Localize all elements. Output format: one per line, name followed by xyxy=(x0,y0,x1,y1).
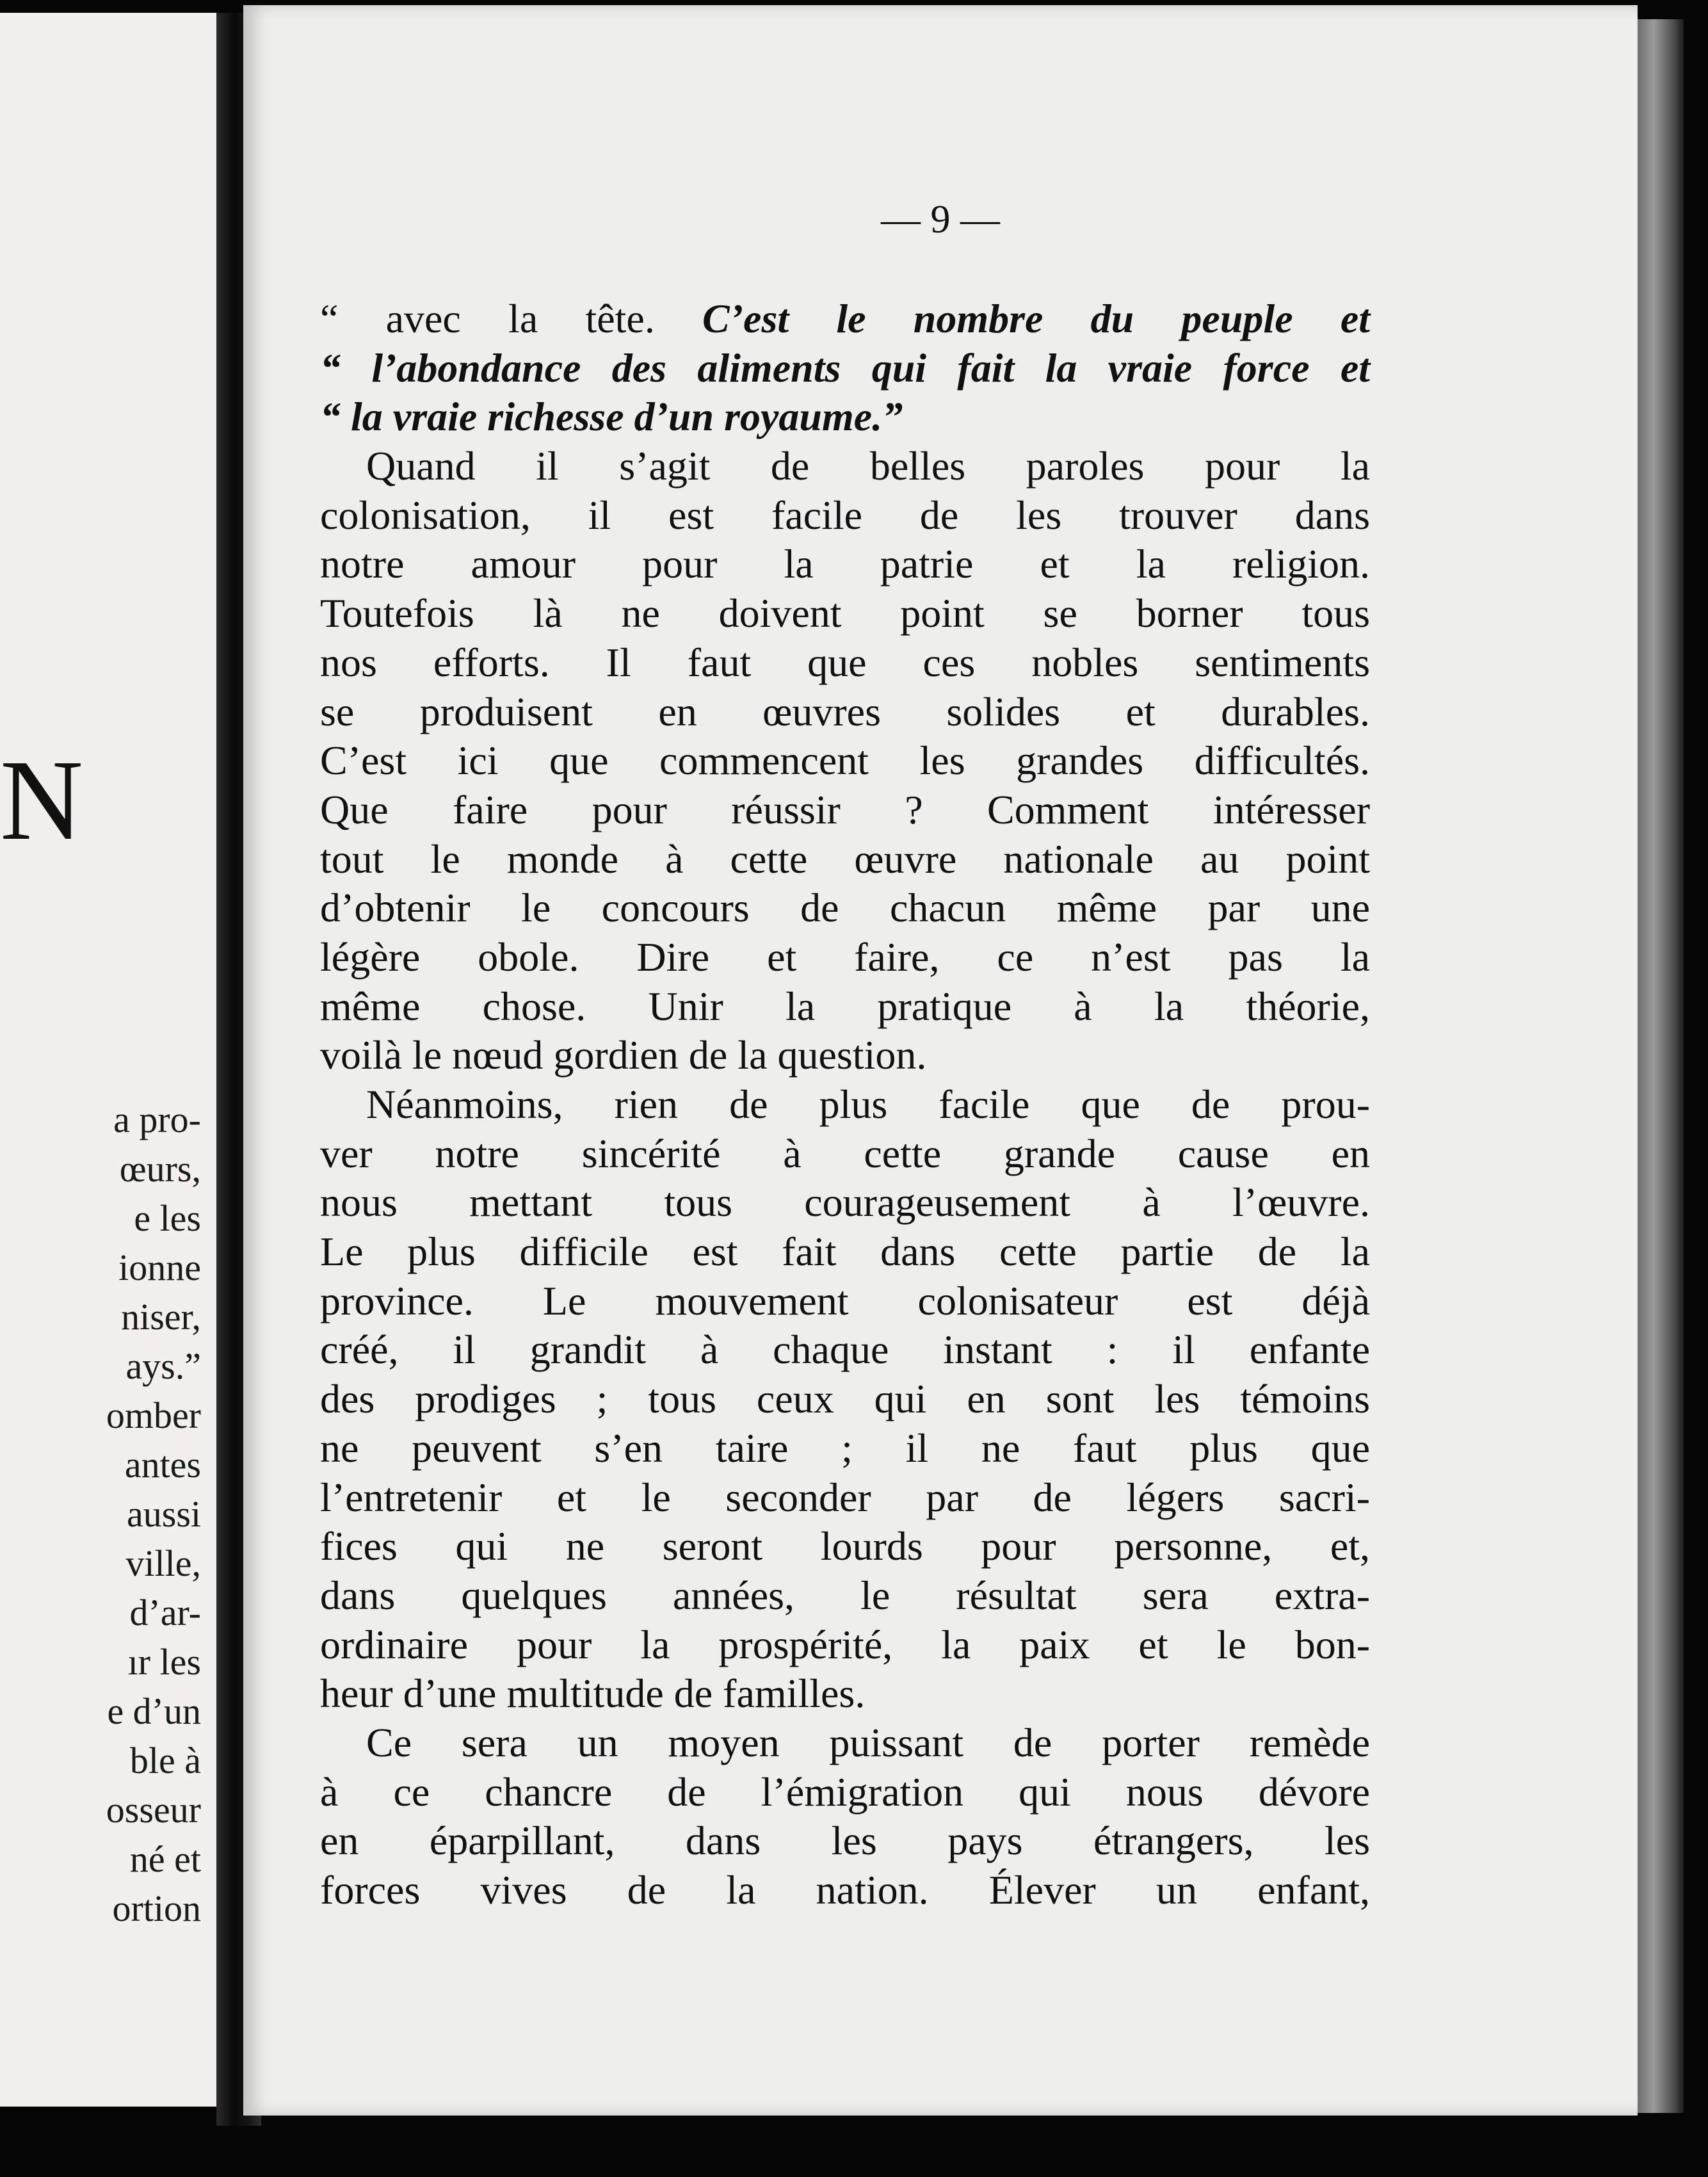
text-line: ne peuvent s’en taire ; il ne faut plus que xyxy=(320,1425,1370,1471)
text-line: C’est ici que commencent les grandes difficultés. xyxy=(320,738,1370,784)
text-line: d’obtenir le concours de chacun même par une xyxy=(320,885,1370,931)
left-page-heading-letter: N xyxy=(0,736,83,864)
text-line: “ l’abondance des aliments qui fait la vraie force et xyxy=(320,344,1370,391)
left-page-line: niser, xyxy=(121,1296,201,1338)
left-page-line: e les xyxy=(134,1197,201,1239)
text-line: Néanmoins, rien de plus facile que de prou- xyxy=(366,1081,1370,1127)
text-line: Ce sera un moyen puissant de porter remède xyxy=(366,1719,1370,1765)
text-line: notre amour pour la patrie et la religion. xyxy=(320,541,1370,587)
text-line: des prodiges ; tous ceux qui en sont les témoins xyxy=(320,1376,1370,1422)
left-page-line: omber xyxy=(106,1395,201,1436)
left-page-line: aussi xyxy=(127,1493,201,1535)
text-line: dans quelques années, le résultat sera extra- xyxy=(320,1572,1370,1618)
left-page-line: ortion xyxy=(112,1888,201,1929)
text-line: en éparpillant, dans les pays étrangers, les xyxy=(320,1818,1370,1864)
text-line: à ce chancre de l’émigration qui nous dévore xyxy=(320,1768,1370,1815)
text-line: même chose. Unir la pratique à la théorie, xyxy=(320,983,1370,1029)
left-page-line: ays.” xyxy=(125,1345,201,1387)
text-line: ver notre sincérité à cette grande cause en xyxy=(320,1130,1370,1176)
text-line: nous mettant tous courageusement à l’œuvre. xyxy=(320,1179,1370,1226)
text-line: heur d’une multitude de familles. xyxy=(320,1671,866,1717)
text-line: Toutefois là ne doivent point se borner tous xyxy=(320,590,1370,636)
text-line: Que faire pour réussir ? Comment intéresser xyxy=(320,786,1370,832)
text-line: ordinaire pour la prospérité, la paix et le bon- xyxy=(320,1621,1370,1667)
page-edge xyxy=(1638,19,1684,2113)
text-line-roman-part: “ avec la tête. xyxy=(320,296,703,341)
text-line: Le plus difficile est fait dans cette partie de la xyxy=(320,1229,1370,1275)
left-page-line: ble à xyxy=(129,1740,201,1781)
text-line: “ la vraie richesse d’un royaume.” xyxy=(320,394,903,440)
text-line: nos efforts. Il faut que ces nobles sentiments xyxy=(320,639,1370,685)
left-page-line: osseur xyxy=(106,1789,201,1831)
text-line xyxy=(320,295,1370,344)
left-page-line: ır les xyxy=(127,1641,201,1683)
left-page-line: d’ar- xyxy=(129,1592,201,1633)
text-line: se produisent en œuvres solides et durables. xyxy=(320,688,1370,734)
left-facing-page xyxy=(0,13,216,2107)
left-page-line: a pro- xyxy=(113,1099,201,1140)
text-line: colonisation, il est facile de les trouver dans xyxy=(320,492,1370,538)
left-page-line: œurs, xyxy=(119,1148,201,1190)
text-line: voilà le nœud gordien de la question. xyxy=(320,1032,927,1078)
text-line: l’entretenir et le seconder par de légers sacri- xyxy=(320,1474,1370,1520)
text-line: Quand il s’agit de belles paroles pour la xyxy=(366,443,1370,489)
left-page-text-fragments xyxy=(106,1095,201,1933)
text-line: province. Le mouvement colonisateur est déjà xyxy=(320,1277,1370,1323)
text-line: forces vives de la nation. Élever un enfant, xyxy=(320,1867,1370,1913)
left-page-line: e d’un xyxy=(107,1690,201,1732)
text-line: créé, il grandit à chaque instant : il enfante xyxy=(320,1327,1370,1373)
left-page-line: né et xyxy=(129,1838,201,1880)
text-line: fices qui ne seront lourds pour personne, et, xyxy=(320,1523,1370,1569)
left-page-line: antes xyxy=(124,1444,201,1485)
text-line: légère obole. Dire et faire, ce n’est pas la xyxy=(320,934,1370,980)
body-text xyxy=(320,295,1370,1915)
left-page-line: ionne xyxy=(118,1247,201,1288)
left-page-line: ville, xyxy=(125,1542,201,1584)
text-line: tout le monde à cette œuvre nationale au point xyxy=(320,836,1370,882)
text-line-italic-part: C’est le nombre du peuple et xyxy=(702,296,1371,341)
page-number: — 9 — xyxy=(881,198,1000,241)
main-page xyxy=(243,5,1638,2116)
